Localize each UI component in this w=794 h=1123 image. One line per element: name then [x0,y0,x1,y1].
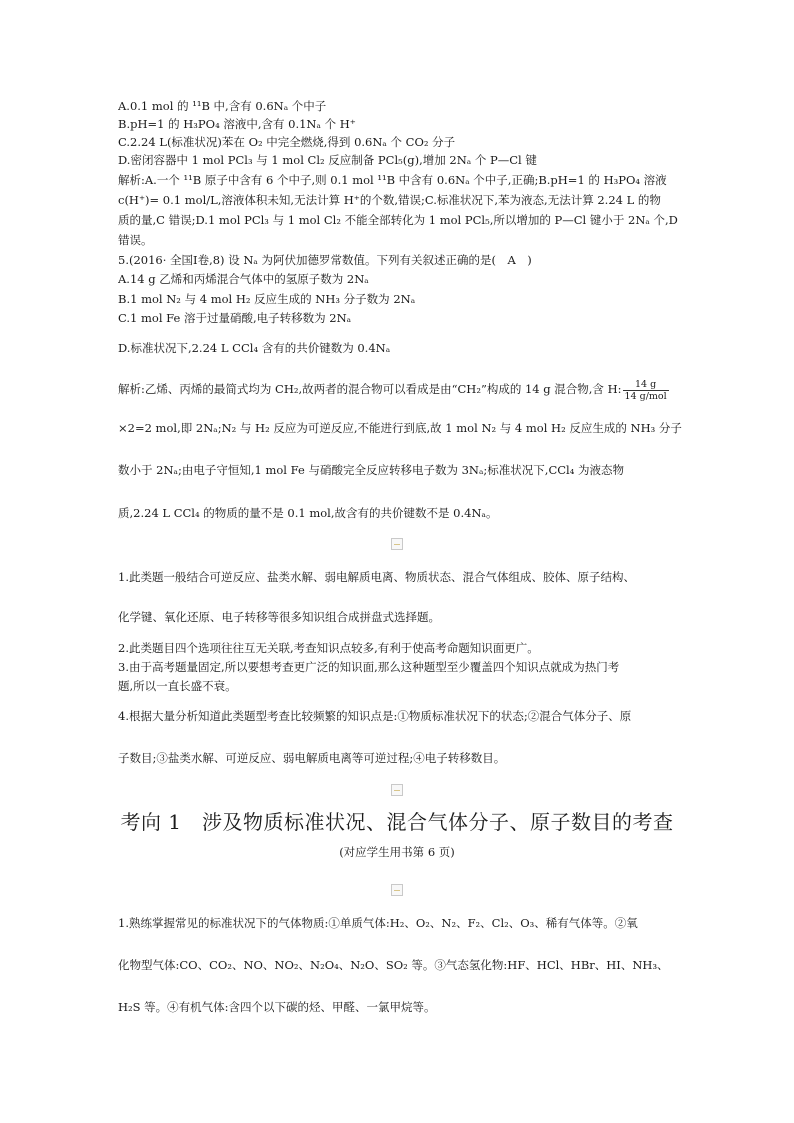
question-5-option-a: A.14 g 乙烯和丙烯混合气体中的氢原子数为 2Nₐ [118,272,369,286]
summary-point-3a: 3.由于高考题量固定,所以要想考查更广泛的知识面,那么这种题型至少覆盖四个知识点就成为热门考 [118,660,620,674]
question-5-stem: 5.(2016· 全国Ⅰ卷,8) 设 Nₐ 为阿伏加德罗常数值。下列有关叙述正确的是( A ) [118,253,532,267]
analysis-5-line-4: 质,2.24 L CCl₄ 的物质的量不是 0.1 mol,故含有的共价键数不是 0.4Nₐ。 [118,506,498,520]
knowledge-line-2: 化物型气体:CO、CO₂、NO、NO₂、N₂O₄、N₂O、SO₂ 等。③气态氢化物:HF、HCl、HBr、HI、NH₃、 [118,958,669,972]
option-c-line: C.2.24 L(标准状况)苯在 O₂ 中完全燃烧,得到 0.6Nₐ 个 CO₂ 分子 [118,135,456,149]
analysis-line-4: 错误。 [118,233,153,247]
mass-fraction [623,379,669,402]
analysis-5-line-2: ×2=2 mol,即 2Nₐ;N₂ 与 H₂ 反应为可逆反应,不能进行到底,故 1 mol N₂ 与 4 mol H₂ 反应生成的 NH₃ 分子 [118,421,682,435]
analysis-line-1: 解析:A.一个 ¹¹B 原子中含有 6 个中子,则 0.1 mol ¹¹B 中含有 0.6Nₐ 个中子,正确;B.pH=1 的 H₃PO₄ 溶液 [118,173,667,187]
fraction-denominator: 14 g/mol [624,390,667,402]
analysis-5-text: 解析:乙烯、丙烯的最简式均为 CH₂,故两者的混合物可以看成是由“CH₂”构成的 14 g 混合物,含 H: [118,382,622,396]
broken-image-icon [391,884,403,896]
analysis-line-2: c(H⁺)= 0.1 mol/L,溶液体积未知,无法计算 H⁺的个数,错误;C.标准状况下,苯为液态,无法计算 2.24 L 的物 [118,193,661,207]
fraction-numerator: 14 g [623,379,669,391]
knowledge-line-3: H₂S 等。④有机气体:含四个以下碳的烃、甲醛、一氯甲烷等。 [118,1000,436,1014]
analysis-5-line-1 [118,376,684,404]
summary-point-4b: 子数目;③盐类水解、可逆反应、弱电解质电离等可逆过程;④电子转移数目。 [118,751,506,765]
section-heading: 考向 1 涉及物质标准状况、混合气体分子、原子数目的考查 [120,810,674,834]
option-a-line: A.0.1 mol 的 ¹¹B 中,含有 0.6Nₐ 个中子 [118,99,327,113]
option-b-line: B.pH=1 的 H₃PO₄ 溶液中,含有 0.1Nₐ 个 H⁺ [118,117,356,131]
option-d-line: D.密闭容器中 1 mol PCl₃ 与 1 mol Cl₂ 反应制备 PCl₅(g),增加 2Nₐ 个 P—Cl 键 [118,153,537,167]
question-5-option-d: D.标准状况下,2.24 L CCl₄ 含有的共价键数为 0.4Nₐ [118,341,391,355]
analysis-line-3: 质的量,C 错误;D.1 mol PCl₃ 与 1 mol Cl₂ 不能全部转化为 1 mol PCl₅,所以增加的 P—Cl 键小于 2Nₐ 个,D [118,213,678,227]
summary-point-1b: 化学键、氧化还原、电子转移等很多知识组合成拼盘式选择题。 [118,610,440,624]
summary-point-4a: 4.根据大量分析知道此类题型考查比较频繁的知识点是:①物质标准状况下的状态;②混合气体分子、原 [118,709,632,723]
question-5-option-c: C.1 mol Fe 溶于过量硝酸,电子转移数为 2Nₐ [118,311,352,325]
broken-image-icon [391,784,403,796]
broken-image-icon [391,538,403,550]
summary-point-3b: 题,所以一直长盛不衰。 [118,679,237,693]
analysis-5-line-3: 数小于 2Nₐ;由电子守恒知,1 mol Fe 与硝酸完全反应转移电子数为 3Nₐ;标准状况下,CCl₄ 为液态物 [118,463,624,477]
knowledge-line-1: 1.熟练掌握常见的标准状况下的气体物质:①单质气体:H₂、O₂、N₂、F₂、Cl₂、O₃、稀有气体等。②氧 [118,916,638,930]
summary-point-1a: 1.此类题一般结合可逆反应、盐类水解、弱电解质电离、物质状态、混合气体组成、胶体、原子结构、 [118,570,635,584]
summary-point-2: 2.此类题目四个选项往往互无关联,考查知识点较多,有利于使高考命题知识面更广。 [118,641,539,655]
section-subheading: (对应学生用书第 6 页) [339,845,455,859]
question-5-option-b: B.1 mol N₂ 与 4 mol H₂ 反应生成的 NH₃ 分子数为 2Nₐ [118,292,416,306]
